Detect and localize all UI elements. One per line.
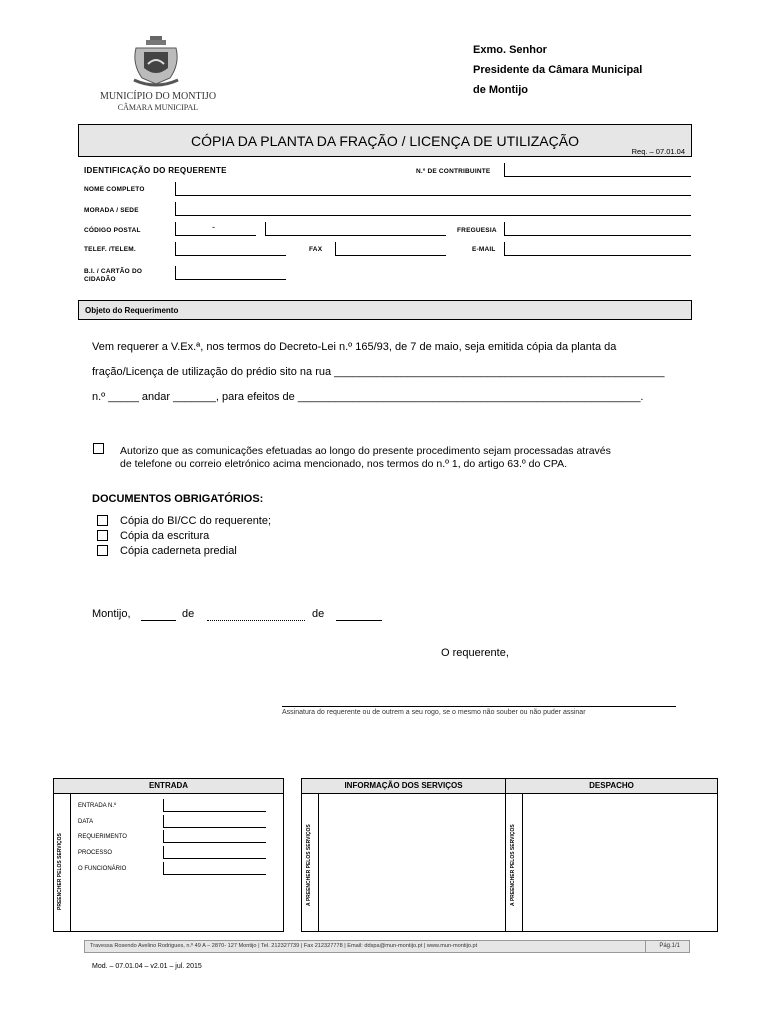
municipality-subtitle: CÂMARA MUNICIPAL (117, 103, 199, 112)
info-header (301, 778, 506, 794)
fax-label: FAX (309, 246, 323, 253)
email-label: E-MAIL (472, 246, 496, 253)
id-card-label-line1: B.I. / CARTÃO DO (84, 268, 143, 275)
phone-field[interactable] (175, 242, 286, 256)
document-item-1: Cópia do BI/CC do requerente; (120, 515, 272, 527)
address-field[interactable] (175, 202, 691, 216)
entrada-header (53, 778, 284, 794)
object-section-bar (78, 300, 692, 320)
entrada-process-field[interactable] (163, 846, 266, 859)
postal-code-field-2[interactable] (265, 222, 446, 236)
de-label-1: de (182, 608, 195, 620)
name-label: NOME COMPLETO (84, 186, 145, 193)
footer-bar (84, 940, 690, 953)
fax-field[interactable] (335, 242, 446, 256)
footer-address: Travessa Rosendo Avelino Rodrigues, n.º 49 A – 2870- 127 Montijo | Tel. 212327739 | Fax 212327778 | Email: ddspa@mun-montijo.pt | www.mun-montijo.pt (90, 943, 478, 949)
despacho-box[interactable] (505, 793, 718, 932)
info-vertical-label: A PREENCHER PELOS SERVIÇOS (306, 824, 312, 906)
model-code: Mod. – 07.01.04 – v2.01 – jul. 2015 (92, 963, 202, 970)
entrada-vertical-label: PREENCHER PELOS SERVIÇOS (57, 833, 63, 910)
document-checkbox-1[interactable] (97, 515, 108, 526)
name-field[interactable] (175, 182, 691, 196)
document-checkbox-3[interactable] (97, 545, 108, 556)
municipal-coat-of-arms (128, 34, 184, 90)
identification-title: IDENTIFICAÇÃO DO REQUERENTE (84, 166, 227, 175)
entrada-number-field[interactable] (163, 799, 266, 812)
month-blank[interactable] (207, 620, 305, 621)
year-blank[interactable] (336, 620, 382, 621)
taxpayer-field[interactable] (504, 163, 691, 177)
entrada-employee-field[interactable] (163, 862, 266, 875)
day-blank[interactable] (141, 620, 176, 621)
place-label: Montijo, (92, 608, 131, 620)
addressee-line-3: de Montijo (473, 84, 528, 96)
postal-code-field-1[interactable] (175, 222, 256, 236)
phone-label: TELEF. /TELEM. (84, 246, 136, 253)
entrada-field-label-3: REQUERIMENTO (78, 834, 127, 840)
parish-label: FREGUESIA (457, 227, 497, 234)
footer-page: Pág.1/1 (659, 943, 680, 949)
entrada-field-label-4: PROCESSO (78, 850, 113, 856)
id-card-field[interactable] (175, 266, 286, 280)
addressee-line-2: Presidente da Câmara Municipal (473, 64, 643, 76)
info-title: INFORMAÇÃO DOS SERVIÇOS (344, 781, 463, 790)
consent-text-line2: de telefone ou correio eletrónico acima mencionado, nos termos do n.º 1, do artigo 63.º do CPA. (120, 458, 567, 470)
documents-title: DOCUMENTOS OBRIGATÓRIOS: (92, 493, 264, 505)
parish-field[interactable] (504, 222, 691, 236)
document-item-2: Cópia da escritura (120, 530, 210, 542)
de-label-2: de (312, 608, 325, 620)
object-text-line1: Vem requerer a V.Ex.ª, nos termos do Decreto-Lei n.º 165/93, de 7 de maio, seja emitida cópia da planta da (92, 341, 617, 353)
object-text-line3: n.º _____ andar _______, para efeitos de ________________________________________________________. (92, 391, 644, 403)
object-section-title: Objeto do Requerimento (85, 306, 179, 315)
despacho-vertical-label: A PREENCHER PELOS SERVIÇOS (510, 824, 516, 906)
object-text-line2: fração/Licença de utilização do prédio sito na rua ______________________________________________________ (92, 366, 665, 378)
entrada-request-field[interactable] (163, 830, 266, 843)
signature-caption: Assinatura do requerente ou de outrem a seu rogo, se o mesmo não souber ou não puder assinar (282, 709, 586, 716)
req-code: Req. – 07.01.04 (631, 147, 685, 156)
postal-code-separator: - (212, 222, 215, 232)
addressee-line-1: Exmo. Senhor (473, 44, 547, 56)
despacho-title: DESPACHO (589, 781, 634, 790)
document-checkbox-2[interactable] (97, 530, 108, 541)
email-field[interactable] (504, 242, 691, 256)
postal-code-label: CÓDIGO POSTAL (84, 227, 141, 234)
taxpayer-label: N.º DE CONTRIBUINTE (416, 168, 491, 175)
entrada-field-label-2: DATA (78, 819, 94, 825)
entrada-field-label-1: ENTRADA N.º (78, 803, 117, 809)
form-title: CÓPIA DA PLANTA DA FRAÇÃO / LICENÇA DE UTILIZAÇÃO (191, 133, 579, 149)
entrada-field-label-5: O FUNCIONÁRIO (78, 866, 127, 872)
despacho-header (505, 778, 718, 794)
address-label: MORADA / SEDE (84, 207, 139, 214)
consent-text-line1: Autorizo que as comunicações efetuadas ao longo do presente procedimento sejam processadas através (120, 445, 611, 457)
entrada-title: ENTRADA (148, 781, 189, 790)
applicant-label: O requerente, (441, 647, 509, 659)
municipality-name: MUNICÍPIO DO MONTIJO (99, 91, 217, 102)
form-title-bar (78, 124, 692, 157)
entrada-date-field[interactable] (163, 815, 266, 828)
document-item-3: Cópia caderneta predial (120, 545, 237, 557)
info-box[interactable] (301, 793, 506, 932)
consent-checkbox[interactable] (93, 443, 104, 454)
signature-line[interactable] (282, 706, 676, 707)
id-card-label-line2: CIDADÃO (84, 276, 116, 283)
